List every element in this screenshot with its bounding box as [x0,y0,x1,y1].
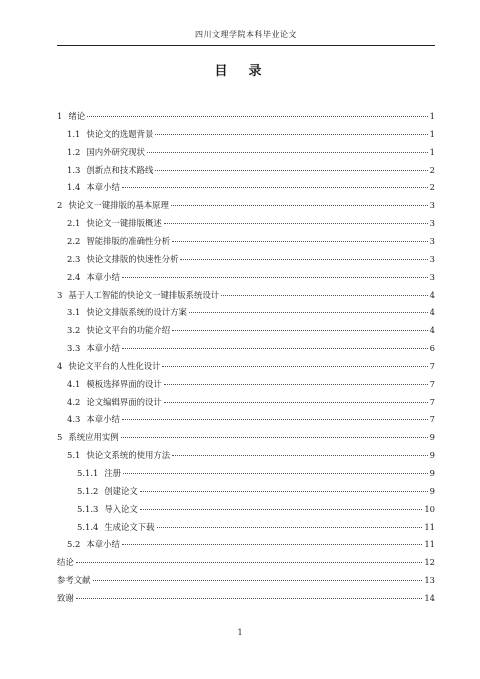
toc-entry[interactable] [57,411,435,427]
toc-dot-leader [140,491,428,492]
toc-dot-leader [162,366,427,367]
header-title: 四川文理学院本科毕业论文 [195,30,297,39]
toc-entry-label: 创建论文 [104,485,138,496]
toc-entry-number: 5.2 [67,539,81,550]
toc-entry-label: 绪论 [68,111,86,121]
toc-entry[interactable] [57,536,435,552]
toc-entry-label: 智能排版的准确性分析 [86,235,171,246]
toc-dot-leader [164,402,428,403]
toc-entry-label: 快论文一键排版概述 [86,218,162,229]
toc-dot-leader [221,295,428,296]
toc-entry-page: 6 [429,343,435,354]
toc-entry-page: 7 [429,360,435,371]
toc-dot-leader [147,152,428,153]
toc-entry-number: 3.2 [67,325,81,336]
toc-entry[interactable] [57,465,435,481]
toc-entry[interactable] [57,429,435,445]
toc-entry-number: 4.1 [67,378,81,389]
toc-title: 目 录 [214,64,266,79]
toc-entry-number: 1.4 [67,182,81,193]
toc-entry-label: 注册 [104,468,122,478]
toc-entry-label: 本章小结 [86,182,120,193]
toc-dot-leader [164,384,428,385]
toc-entry[interactable] [57,322,435,338]
toc-entry-label: 本章小结 [86,539,120,550]
toc-entry-page: 3 [429,271,435,282]
toc-entry-page: 12 [424,557,435,568]
toc-entry-label: 生成论文下载 [104,521,155,532]
toc-entry-label: 创新点和技术路线 [86,164,154,175]
toc-entry-number: 5.1.4 [77,521,99,532]
toc-entry-page: 2 [429,164,435,175]
toc-entry[interactable] [57,269,435,285]
toc-dot-leader [157,527,423,528]
toc-entry-label: 快论文排版的快速性分析 [86,253,179,264]
toc-entry-label: 致谢 [57,592,74,603]
toc-dot-leader [122,277,428,278]
toc-dot-leader [76,598,423,599]
toc-entry-label: 快论文一键排版的基本原理 [68,200,169,211]
toc-dot-leader [172,455,428,456]
toc-dot-leader [122,348,428,349]
toc-entry-number: 2.3 [67,253,81,264]
toc-entry-page: 1 [429,111,435,121]
toc-entry-page: 9 [429,485,435,496]
toc-entry-page: 3 [429,218,435,229]
toc-entry[interactable] [57,376,435,392]
toc-entry-label: 快论文排版系统的设计方案 [86,307,187,318]
toc-entry-label: 快论文平台的功能介绍 [86,325,171,336]
toc-entry-number: 2.2 [67,235,81,246]
toc-entry-label: 参考文献 [57,575,91,586]
toc-entry-page: 3 [429,200,435,211]
toc-entry-label: 快论文的选题背景 [86,128,154,139]
toc-entry[interactable] [57,162,435,178]
toc-entry-label: 本章小结 [86,414,120,425]
toc-entry-label: 国内外研究现状 [86,146,145,157]
toc-entry-label: 导入论文 [104,503,138,514]
toc-entry[interactable] [57,287,435,303]
toc-entry[interactable] [57,108,435,124]
toc-entry-page: 4 [429,325,435,336]
toc-entry[interactable] [57,251,435,267]
toc-entry-label: 本章小结 [86,271,120,282]
toc-entry-page: 11 [424,521,435,532]
toc-entry-page: 1 [429,146,435,157]
toc-entry-page: 7 [429,396,435,407]
toc-entry[interactable] [57,233,435,249]
toc-entry[interactable] [57,590,435,606]
toc-entry[interactable] [57,179,435,195]
toc-dot-leader [171,205,428,206]
toc-entry[interactable] [57,358,435,374]
toc-entry[interactable] [57,197,435,213]
toc-entry[interactable] [57,144,435,160]
toc-entry-number: 4.3 [67,414,81,425]
toc-entry-page: 1 [429,128,435,139]
toc-dot-leader [180,259,427,260]
toc-entry-page: 13 [424,575,435,586]
toc-entry-page: 9 [429,432,435,443]
toc-entry-number: 3 [57,289,63,300]
toc-entry-number: 5 [57,432,63,443]
toc-entry[interactable] [57,483,435,499]
toc-entry-label: 快论文平台的人性化设计 [68,360,161,371]
toc-dot-leader [93,580,423,581]
toc-entry-number: 4.2 [67,396,81,407]
toc-dot-leader [172,241,428,242]
toc-entry-number: 3.3 [67,343,81,354]
page-header [57,25,435,46]
toc-dot-leader [155,170,427,171]
toc-entry-page: 7 [429,414,435,425]
toc-entry[interactable] [57,304,435,320]
toc-entry-page: 10 [424,503,435,514]
toc-entry-number: 5.1 [67,450,81,461]
toc-entry-page: 9 [429,468,435,478]
toc-dot-leader [122,187,428,188]
toc-entry-label: 系统应用实例 [68,432,119,443]
toc-entry[interactable] [57,215,435,231]
toc-entry-number: 5.1.3 [77,503,99,514]
toc-dot-leader [164,223,428,224]
toc-entry[interactable] [57,340,435,356]
toc-entry-page: 14 [424,592,435,603]
toc-entry-label: 结论 [57,557,74,568]
toc-dot-leader [122,419,428,420]
toc-entry-label: 模板选择界面的设计 [86,378,162,389]
toc-entry-label: 快论文系统的使用方法 [86,450,171,461]
toc-entry[interactable] [57,554,435,570]
toc-entry-number: 2 [57,200,63,211]
toc-entry-page: 11 [424,539,435,550]
toc-entry[interactable] [57,572,435,588]
toc-dot-leader [76,562,423,563]
toc-dot-leader [87,116,428,117]
toc-dot-leader [121,437,428,438]
toc-entry-page: 4 [429,289,435,300]
toc-entry[interactable] [57,394,435,410]
toc-entry-label: 本章小结 [86,343,120,354]
toc-dot-leader [140,509,423,510]
toc-entry-page: 4 [429,307,435,318]
toc-entry-number: 4 [57,360,63,371]
toc-entry-page: 9 [429,450,435,461]
page-number: 1 [237,628,243,637]
toc-dot-leader [172,330,428,331]
toc-entry-number: 5.1.1 [77,468,99,478]
toc-entry[interactable] [57,447,435,463]
toc-dot-leader [155,134,427,135]
toc-entry-page: 3 [429,235,435,246]
toc-entry-number: 1.1 [67,128,81,139]
toc-entry[interactable] [57,519,435,535]
toc-entry-label: 论文编辑界面的设计 [86,396,162,407]
toc-dot-leader [123,473,428,474]
toc-entry-number: 2.1 [67,218,81,229]
toc-entry-number: 1.3 [67,164,81,175]
toc-entry-page: 2 [429,182,435,193]
toc-entry-label: 基于人工智能的快论文一键排版系统设计 [68,289,220,300]
toc-entry-number: 1 [57,111,63,121]
toc-entry-page: 7 [429,378,435,389]
toc-entry[interactable] [57,501,435,517]
toc-entry-number: 2.4 [67,271,81,282]
toc-entry-page: 3 [429,253,435,264]
toc-entry[interactable] [57,126,435,142]
toc-dot-leader [122,544,423,545]
toc-entry-number: 5.1.2 [77,485,99,496]
toc-dot-leader [189,312,428,313]
toc-entry-number: 3.1 [67,307,81,318]
toc-entry-number: 1.2 [67,146,81,157]
